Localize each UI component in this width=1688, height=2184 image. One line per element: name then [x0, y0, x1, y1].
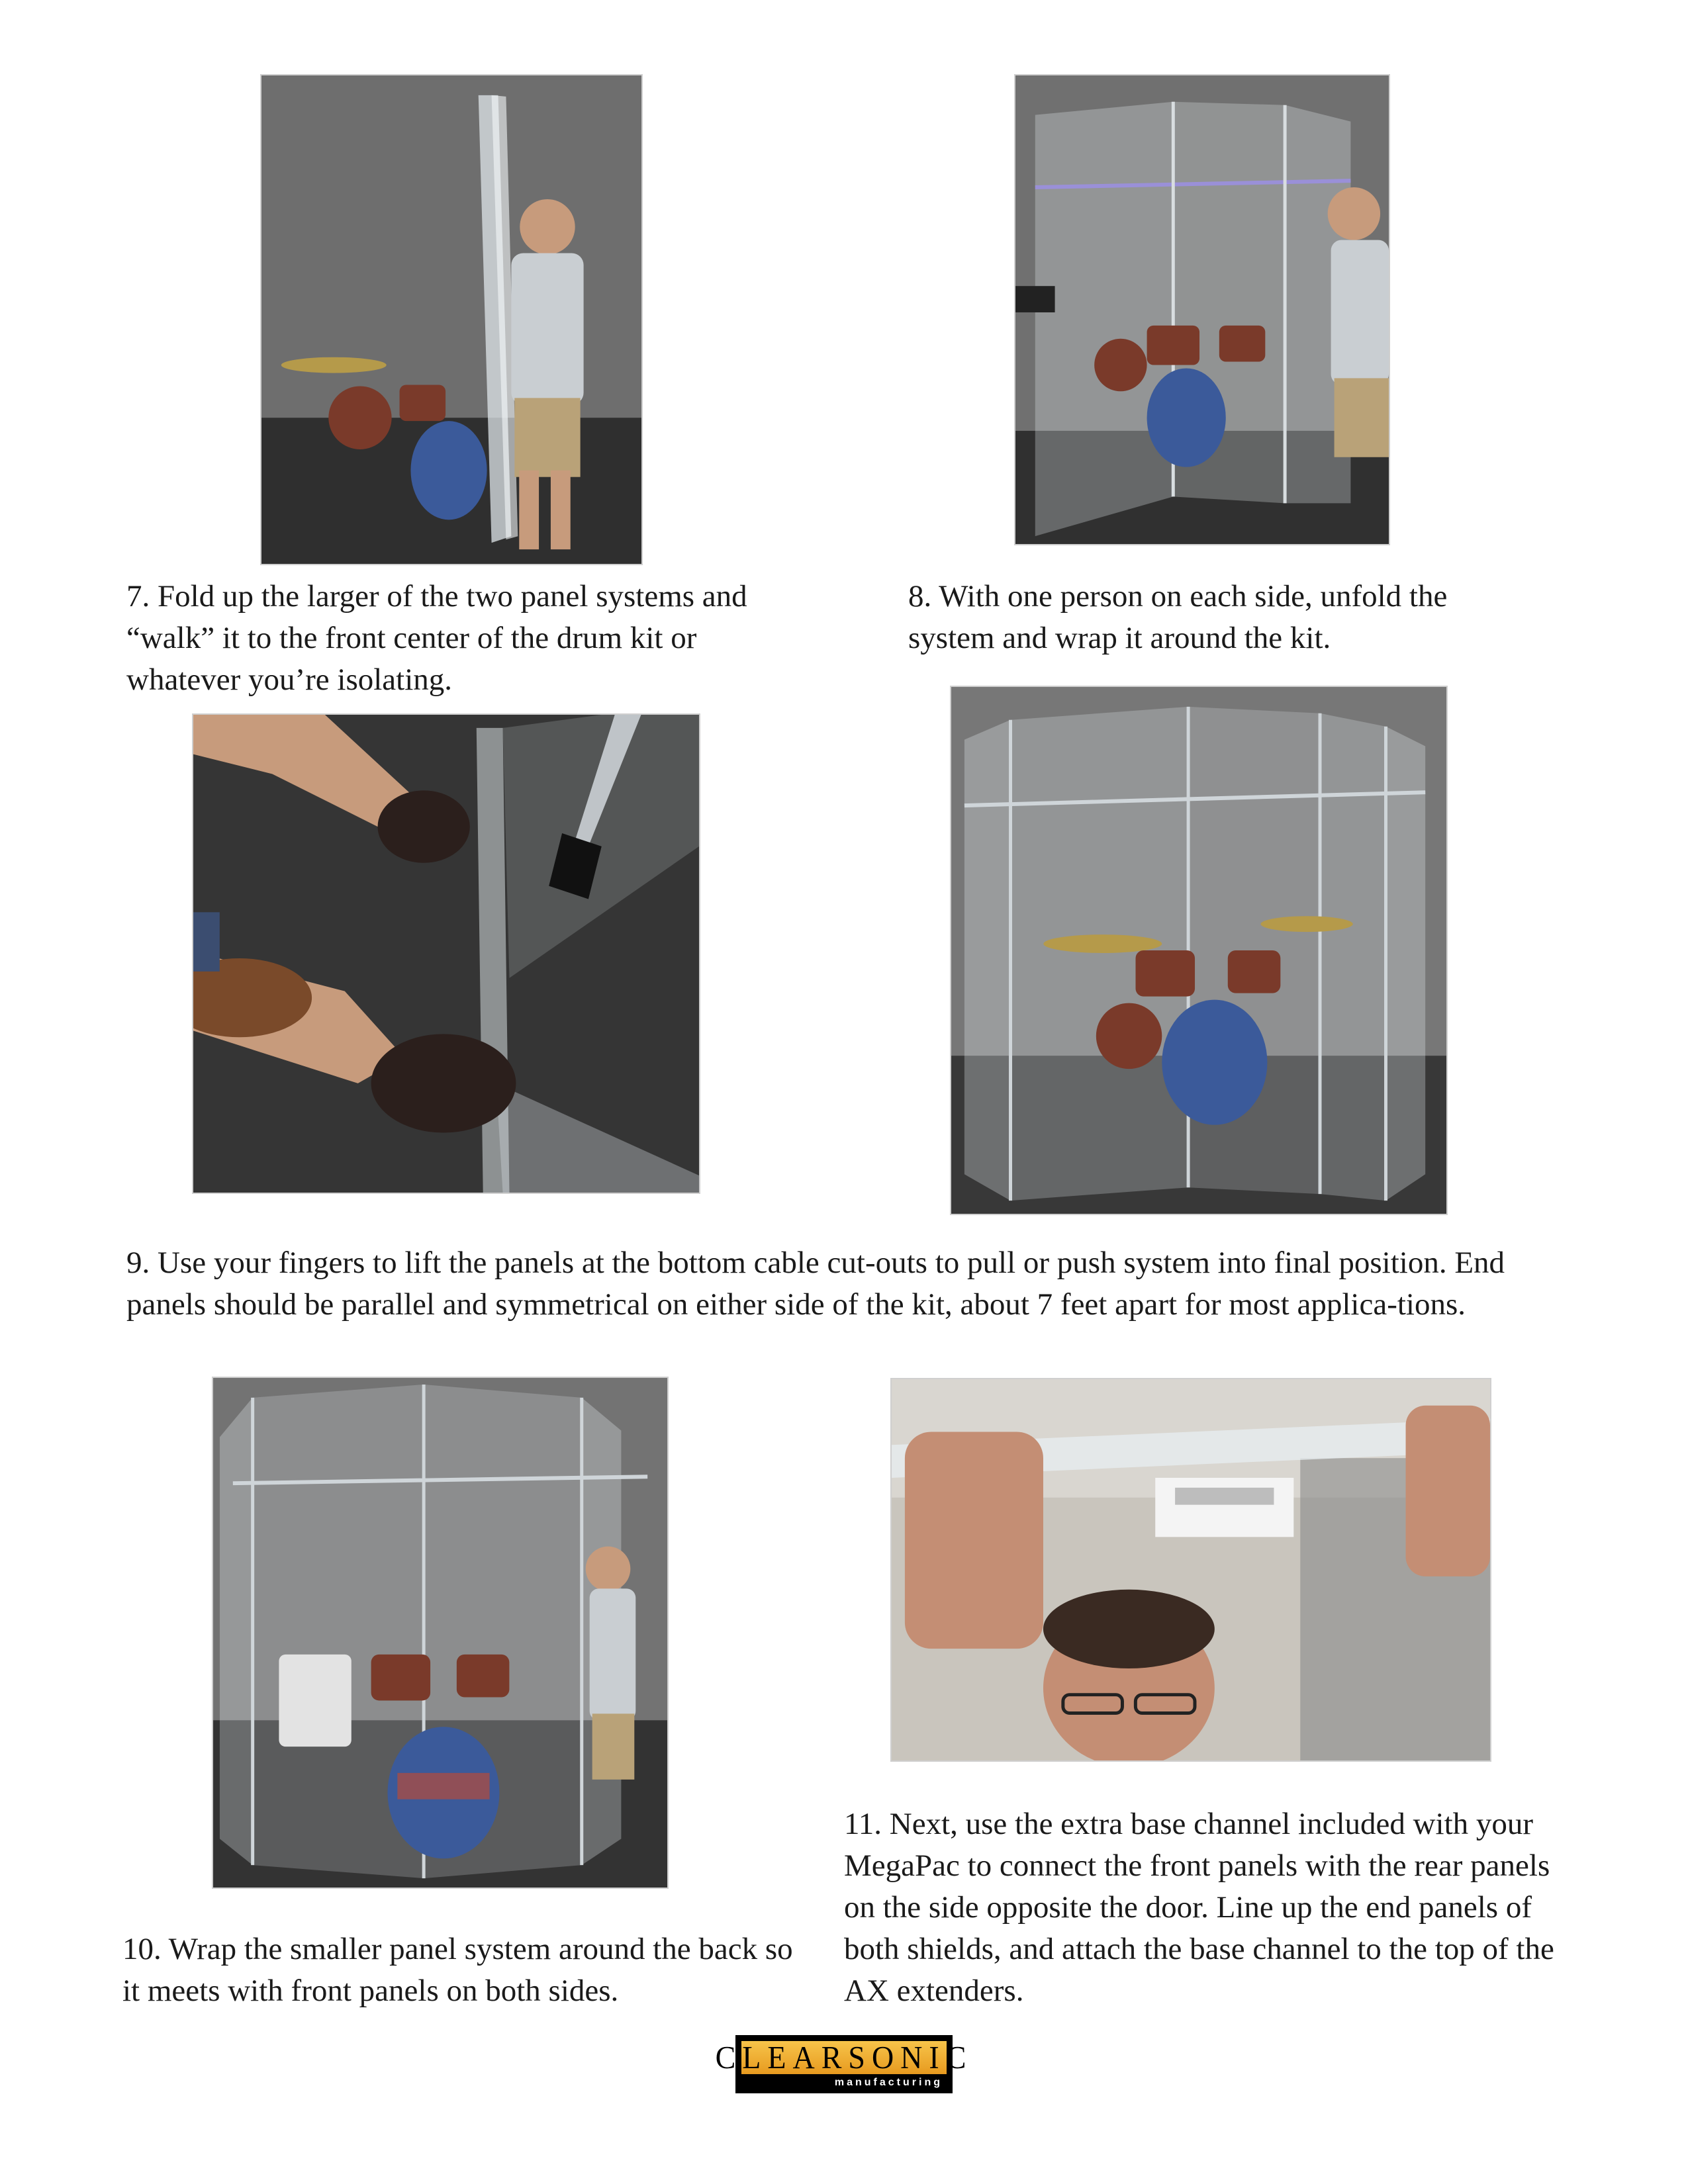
photo-step-10 [212, 1377, 669, 1889]
photo-step-8 [1014, 74, 1390, 545]
step-11-caption: 11. Next, use the extra base channel included with your MegaPac to connect the front panels with the rear panels on the side opposite the door. Line up the end panels of both shields, and attach the base channel to the top of the AX extenders. [844, 1807, 1554, 2008]
step-7-caption: 7. Fold up the larger of the two panel systems and “walk” it to the front center of the drum kit or whatever you’re isolating. [126, 579, 747, 697]
step-8-caption: 8. With one person on each side, unfold the system and wrap it around the kit. [908, 579, 1448, 655]
logo-wordmark: CLEARSONIC [715, 2039, 973, 2075]
clearsonic-logo [715, 2035, 973, 2093]
step-10-caption: 10. Wrap the smaller panel system around the back so it meets with front panels on both sides. [122, 1932, 793, 2008]
photo-step-9-kit [950, 686, 1448, 1215]
photo-step-11 [890, 1378, 1491, 1762]
logo-subline: manufacturing [834, 2077, 943, 2088]
logo-wordmark-box [715, 2039, 973, 2075]
photo-step-9-hands [192, 713, 700, 1194]
photo-step-7 [260, 74, 643, 565]
step-9-caption: 9. Use your fingers to lift the panels at the bottom cable cut-outs to pull or push system into final position. End panels should be parallel and symmetrical on either side of the kit, about 7 feet apart for most applica-tions. [126, 1246, 1505, 1322]
